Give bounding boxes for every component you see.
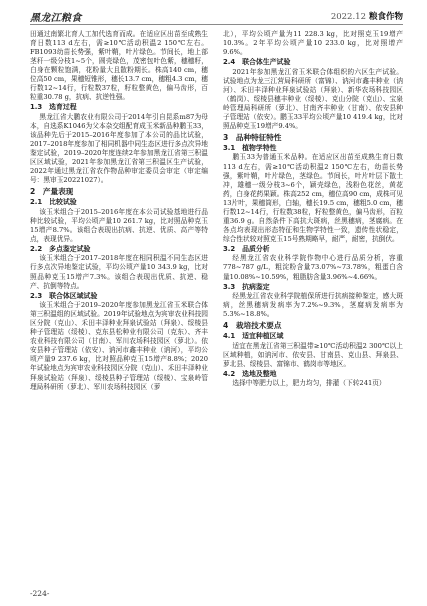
paragraph: 适宜在黑龙江省第三积温带≥10℃活动积温2 300℃以上区域种植，如讷河市、依安县、甘南县、克山县、拜泉县、萝北县、绥棱县、富锦市、鹤岗市等地区。 <box>223 341 403 368</box>
section-heading: 2 产量表现 <box>30 187 74 197</box>
section-heading: 3.1 植物学特性 <box>223 143 277 152</box>
right-column <box>223 30 403 388</box>
paragraph: 鹏玉33为普通玉米品种。在适应区出苗至成熟生育日数113 d左右，需≥10℃活动积温2 150℃左右，幼苗长势强，紫叶鞘，叶片绿色，茎绿色。节间长，叶片叶层下散土冲，雄穗一级分枝3~6个，颖壳绿色，浅粉色花丝，黄花药，白身花药果颖。株高252 cm，穗位高90 cm，成株可见13片叶，果穗筒形，白轴，穗长19.5 cm，穗粗5.0 cm，穗行数12~14行，行粒数38粒，籽粒整黄色，偏马齿形，百粒重36.9 g。自然条件下高抗大斑病，丝黑穗病，茎腐病。在各点均表现出形态特征和生物学特性一致，遗传性状稳定，综合性状较对照克玉15号熟期略早，耐严，耐密，抗倒伏。 <box>223 153 403 243</box>
section-heading: 3 品种特征特性 <box>223 132 282 142</box>
left-column <box>30 30 208 392</box>
section-title: 粮食作物 <box>368 12 403 22</box>
page-header <box>30 9 403 22</box>
issue-number: 2022.12 <box>330 12 366 22</box>
paragraph: 2021年参加黑龙江省玉米联合体组织的六区生产试验。试验地点为龙三江营局科研所（富锦）、讷河市鑫丰种业（讷河）、禾田丰泽种业拜泉试验站（拜泉）、新华农场科技园区（鹤岗）、绥棱县穗丰种业（绥棱）、克山分院（克山）、宝泉岭管理局科研所（萝北）、甘南齐丰种业（甘南）、依安县种子管理站（依安）。鹏玉33平均公顷产量10 419.4 kg，比对照品种克玉19增产9.4%。 <box>223 67 403 130</box>
section-heading: 4 栽培技术要点 <box>223 321 282 331</box>
paragraph: 黑龙江省大鹏农业有限公司于2014年引自昆系m87为母本，自选系K1046为父本杂交组配育成玉米新品种鹏玉33，该品种先后于2015–2016年度参加了本公司的品比试验，2017–2018年度参加了相同机器中同生态区进行多点次异地鉴定试验，2019–2020年度连续2年参加黑龙江省第三积温区区域试验，2021年参加黑龙江省第三积温区生产试验，2022年通过黑龙江省农作物品种审定委员会审定（审定编号：黑审玉20221027）。 <box>30 112 208 185</box>
journal-logo: 黑龙江粮食 <box>30 13 82 24</box>
section-heading: 4.2 选地及整地 <box>223 369 277 378</box>
issue-info <box>331 10 403 22</box>
section-heading: 3.3 抗病鉴定 <box>223 282 270 291</box>
section-heading: 2.2 多点鉴定试验 <box>30 244 91 253</box>
section-heading: 3.2 品质分析 <box>223 244 270 253</box>
section-heading: 1.3 选育过程 <box>30 103 77 112</box>
section-heading: 2.1 比较试验 <box>30 198 77 207</box>
paragraph: 经黑龙江省农业科学院植保所进行抗病接种鉴定，感大斑病，丝黑穗病发病率为7.2%~9.3%，茎腐病发病率为5.3%~18.8%。 <box>223 292 403 319</box>
page-number: -224- <box>30 589 50 598</box>
paragraph: 经黑龙江省农业科学院作物中心进行品质分析，容重778~787 g/L，粗淀粉含量73.07%~73.78%，粗蛋白含量10.08%~10.59%，粗脂肪含量3.96%~4.66%。 <box>223 254 403 281</box>
section-heading: 2.4 联合体生产试验 <box>223 58 291 67</box>
paragraph: 北），平均公顷产量为11 228.3 kg，比对照克玉19增产10.3%。2年平均公顷产量10 233.0 kg，比对照增产9.6%。 <box>223 30 403 57</box>
paragraph: 该玉米组合于2015–2016年度在本公司试验基地进行品种比较试验，平均公顷产量10 261.7 kg，比对照品种克玉15增产8.7%。该组合表现出抗病、抗逆、优质、高产等特点，表现优异。 <box>30 207 208 243</box>
paragraph: 该玉米组合于2017–2018年度在相同积温不同生态区进行多点次异地鉴定试验，平均公顷产量10 343.9 kg，比对照品种克玉15增产7.3%。该组合表现出优质、抗逆、稳产、抗倒等特点。 <box>30 254 208 290</box>
header-rule <box>30 24 403 25</box>
paragraph: 田通过南繁北育人工加代选育而成。在适应区出苗至成熟生育日数113 d左右，需≥10℃活动积温2 150℃左右。FB1093幼苗长势强，紫叶鞘，叶片绿色。节间长，地上部茎秆一级分枝1~5个，圆壳绿色，茂密包叶色紫，穗穗籽，白身在颗粒饱满，花粉量大且散粉期长。株高140 cm，穗位高50 cm，果穗短锥形，穗长13.7 cm，穗粗4.3 cm，穗行数12~14行，行粒数37粒，籽粒整黄色，偏马齿形，百粒重30.78 g，抗病、抗逆性强。 <box>30 30 208 102</box>
paragraph: 该玉米组合于2019–2020年度参加黑龙江省玉米联合体第三积温组的区域试验。2019年试验地点为宾审农业科技园区分院（克山）、禾田丰泽种业拜泉试验站（拜泉）、绥棱县种子管理站（绥棱）、克东县松种业有限公司（克东）、齐丰农业科技有限公司（甘南）、军川农场科技园区（萝北）。依安县种子管理站（依安）、讷河市鑫丰种业（讷河），平均公顷产量9 237.6 kg，比对照品种克玉15增产8.8%；2020年试验地点为宾审农业科技园区分院（克山）、禾田丰泽种业拜泉试验站（拜泉）、绥棱县种子管理站（绥棱）、宝泉岭管理局科研所（萝北）、军川农场科技园区（萝 <box>30 301 208 391</box>
section-heading: 2.3 联合体区域试验 <box>30 291 98 300</box>
section-heading: 4.1 适宜种植区域 <box>223 332 284 341</box>
paragraph: 选择中等肥力以上，肥力均匀，排灌（下转241页） <box>232 379 386 388</box>
